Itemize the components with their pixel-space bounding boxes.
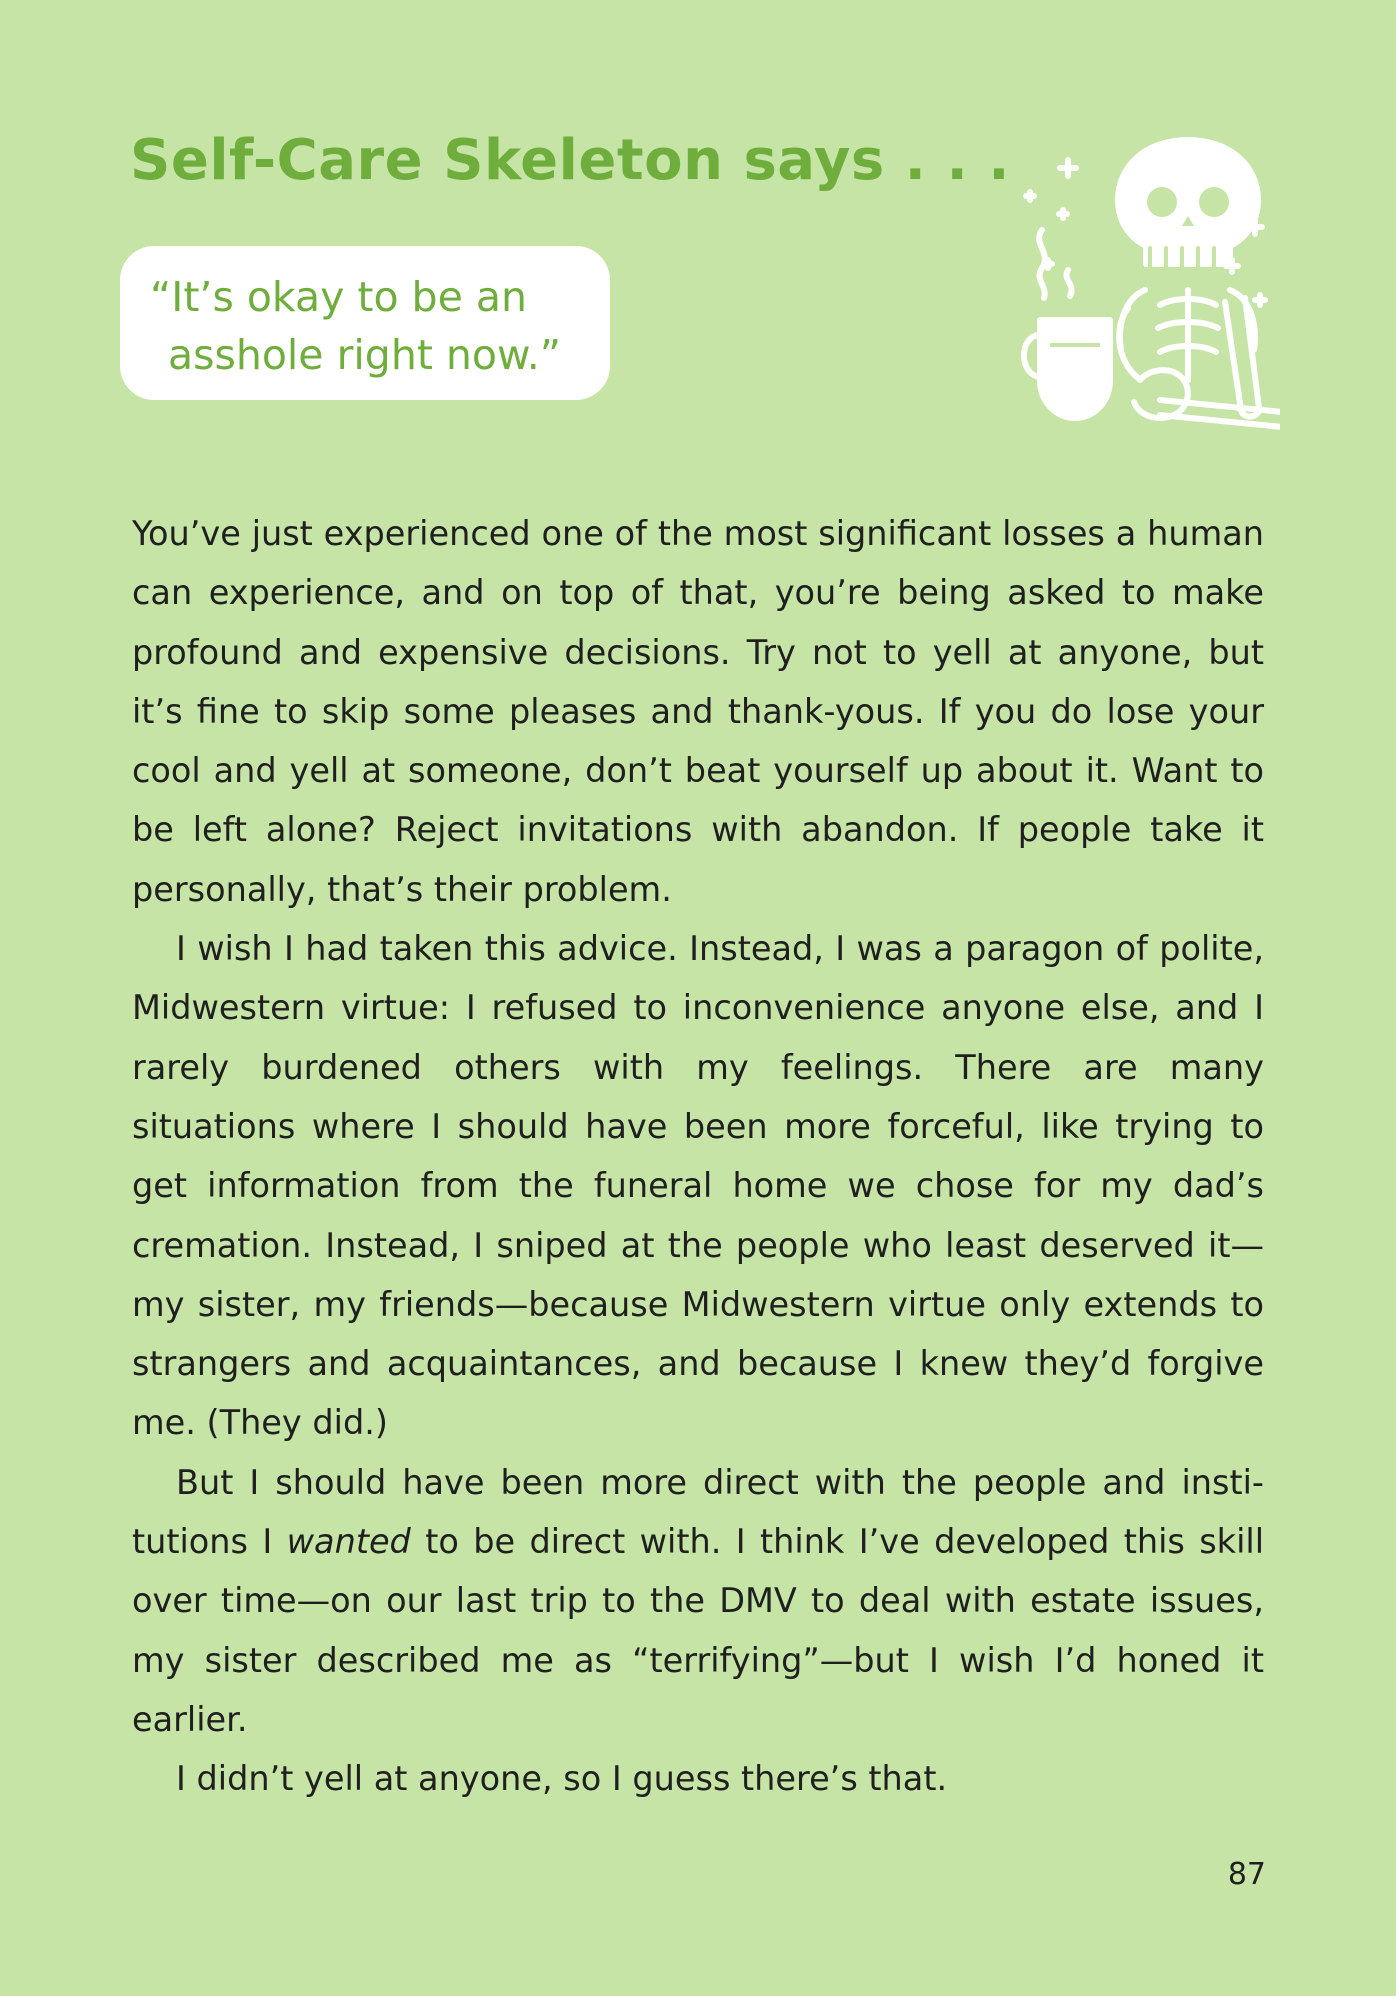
section-heading: Self-Care Skeleton says . . . [130,128,1010,193]
quote-line-2: asshole right now.” [168,331,562,379]
body-text [132,504,1264,1809]
page-number: 87 [1227,1857,1266,1892]
coffee-mug-icon [1024,320,1110,418]
paragraph-3-text-after: to be direct with. I think I’ve developed this skill over time—on our last trip to the DMV to deal with estate issues, my sister described me as “terrifying”—but I wish I’d honed it earlier. [132,1522,1265,1739]
paragraph-1: You’ve just experienced one of the most significant losses a human can experience, and on top of that, you’re being asked to make profound and expensive decisions. Try not to yell at anyone, but it’s fine to skip some pleases and thank-yous. If you do lose your cool and yell at someone, don’t beat yourself up about it. Want to be left alone? Reject invitations with abandon. If people take it personally, that’s their problem. [132,514,1264,909]
quote-bubble [120,246,610,400]
skeleton-with-coffee-icon [1010,130,1280,435]
paragraph-2: I wish I had taken this advice. Instead, I was a paragon of polite, Midwestern virtue: I refused to inconvenience anyone else, and I rarely burdened others with my feelings. There are many situations where I should have been more forceful, like trying to get information from the funeral home we chose for my dad’s cremation. Instead, I sniped at the people who least deserved it—my sister, my friends—because Midwestern virtue only extends to strangers and acquaintances, and because I knew they’d forgive me. (They did.) [132,929,1264,1443]
paragraph-4: I didn’t yell at anyone, so I guess there’s that. [176,1759,948,1799]
quote-line-1: “It’s okay to be an [150,273,527,321]
paragraph-3-emphasis: wanted [286,1522,411,1562]
paragraph-3-text-before: But I should have been more direct with the people and institutions I [132,1462,1264,1562]
paragraph-3 [132,1453,1264,1749]
